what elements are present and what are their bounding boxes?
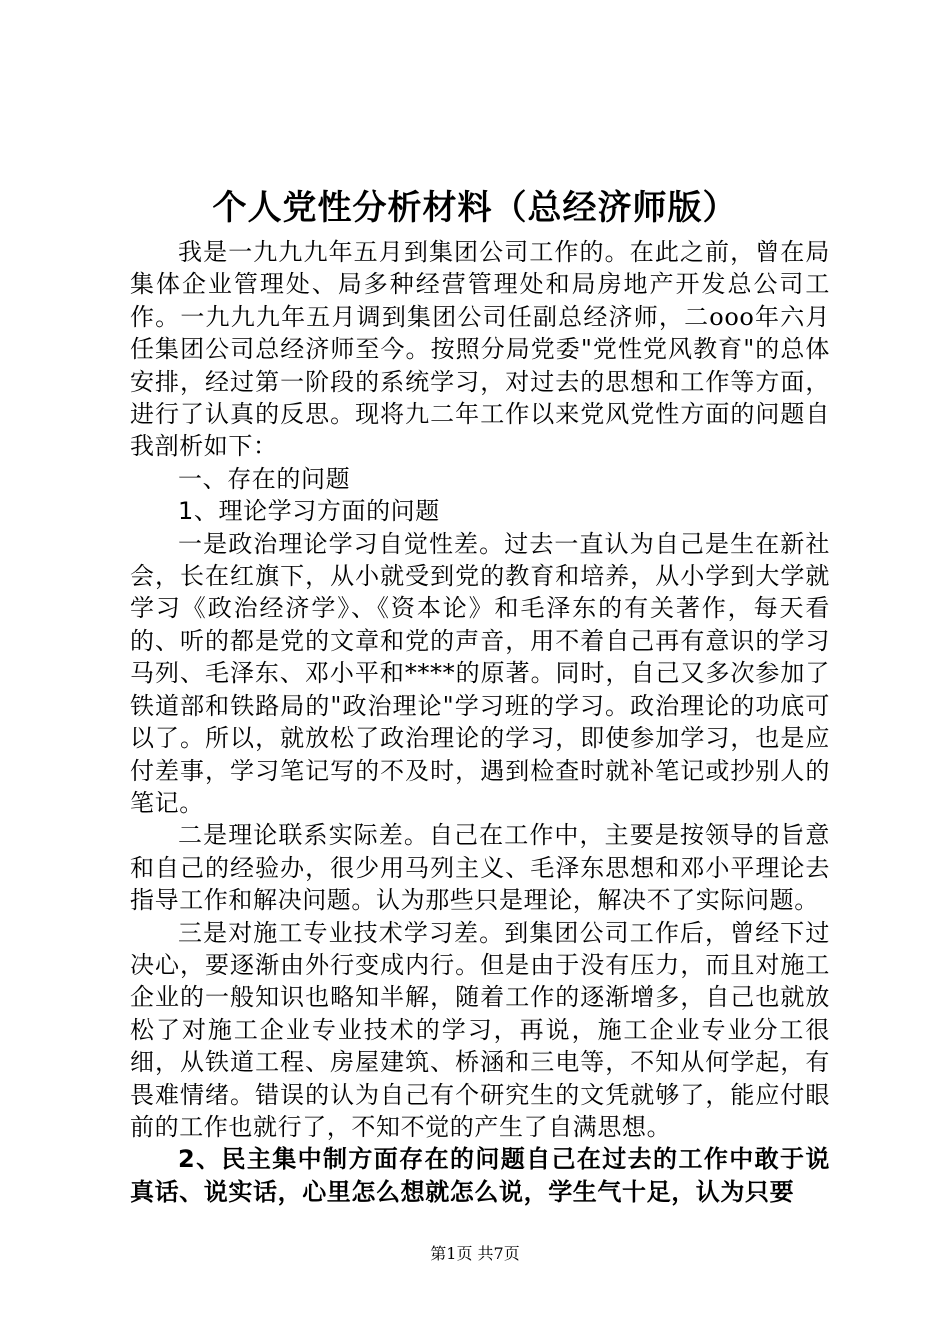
intro-paragraph: 我是一九九九年五月到集团公司工作的。在此之前，曾在局集体企业管理处、局多种经营管理处和局房地产开发总公司工作。一九九九年五月调到集团公司任副总经济师，二ooo年六月任集团公司总经济师至今。按照分局党委"党性党风教育"的总体安排，经过第一阶段的系统学习，对过去的思想和工作等方面，进行了认真的反思。现将九二年工作以来党风党性方面的问题自我剖析如下：	[130, 238, 830, 461]
subsection-democratic-centralism: 2、民主集中制方面存在的问题自己在过去的工作中敢于说真话、说实话，心里怎么想就怎么说，学生气十足，认为只要	[130, 1145, 830, 1206]
section-heading-problems: 一、存在的问题	[178, 464, 351, 493]
subsection-heading-theory-study: 1、理论学习方面的问题	[178, 497, 440, 526]
page-footer: 第1页 共7页	[430, 1244, 520, 1263]
paragraph-point-3: 三是对施工专业技术学习差。到集团公司工作后，曾经下过决心，要逐渐由外行变成内行。但是由于没有压力，而且对施工企业的一般知识也略知半解，随着工作的逐渐增多，自己也就放松了对施工企业专业技术的学习，再说，施工企业专业分工很细，从铁道工程、房屋建筑、桥涵和三电等，不知从何学起，有畏难情绪。错误的认为自己有个研究生的文凭就够了，能应付眼前的工作也就行了，不知不觉的产生了自满思想。	[130, 918, 830, 1141]
paragraph-point-2: 二是理论联系实际差。自己在工作中，主要是按领导的旨意和自己的经验办，很少用马列主义、毛泽东思想和邓小平理论去指导工作和解决问题。认为那些只是理论，解决不了实际问题。	[130, 821, 830, 915]
paragraph-point-1: 一是政治理论学习自觉性差。过去一直认为自己是生在新社会，长在红旗下，从小就受到党的教育和培养，从小学到大学就学习《政治经济学》、《资本论》和毛泽东的有关著作，每天看的、听的都是党的文章和党的声音，用不着自己再有意识的学习马列、毛泽东、邓小平和****的原著。同时，自己又多次参加了铁道部和铁路局的"政治理论"学习班的学习。政治理论的功底可以了。所以，就放松了政治理论的学习，即使参加学习，也是应付差事，学习笔记写的不及时，遇到检查时就补笔记或抄别人的笔记。	[130, 529, 830, 817]
document-title: 个人党性分析材料（总经济师版）	[212, 188, 738, 228]
document-body	[130, 236, 830, 1208]
